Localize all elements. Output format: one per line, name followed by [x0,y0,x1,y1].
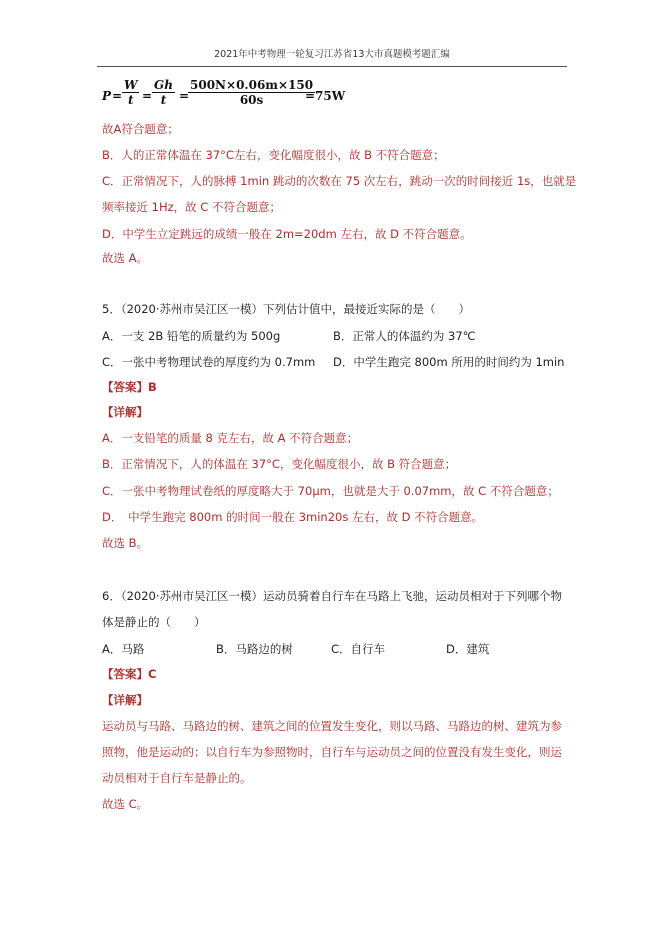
q4-explain-line: D．中学生立定跳远的成绩一般在 2m=20dm 左右，故 D 不符合题意。 [102,227,472,241]
q4-explain-line: C．正常情况下，人的脉搏 1min 跳动的次数在 75 次左右，跳动一次的时间接近 1s，也就是 [102,174,577,188]
q6-option-a: A．马路 [102,642,145,656]
q5-option-b: B．正常人的体温约为 37℃ [333,329,476,343]
q6-option-b: B．马路边的树 [216,642,293,656]
page-header: 2021年中考物理一轮复习江苏省13大市真题模考题汇编 [97,46,567,67]
q5-explain-line: B．正常情况下，人的体温在 37°C，变化幅度很小，故 B 符合题意； [102,457,457,471]
fraction-numerator: 500N×0.06m×150 [190,78,314,92]
fraction-numerator: W [124,78,138,92]
q6-detail-label: 【详解】 [102,693,148,707]
q6-explain-line: 照物，他是运动的；以自行车为参照物时，自行车与运动员之间的位置没有发生变化，则运 [102,745,562,759]
formula-p: P [102,89,112,103]
q6-stem-line: 6．（2020·苏州市吴江区一模）运动员骑着自行车在马路上飞驰，运动员相对于下列哪个物 [102,589,562,603]
q5-explain-line: A．一支铅笔的质量 8 克左右，故 A 不符合题意； [102,431,359,445]
q6-conclusion: 故选 C。 [102,797,149,811]
q5-option-c: C．一张中考物理试卷的厚度约为 0.7mm [102,355,316,369]
q4-conclusion: 故选 A。 [102,251,149,265]
fraction-w-over-t [122,78,139,107]
q4-explain-line: 故A符合题意； [102,122,179,136]
q5-explain-line: D． 中学生跑完 800m 的时间一般在 3min20s 左右，故 D 不符合题意。 [102,510,484,524]
power-formula [102,78,362,118]
fraction-denominator: t [127,93,134,107]
fraction-denominator: t [160,93,167,107]
q5-explain-line: C．一张中考物理试卷纸的厚度略大于 70μm，也就是大于 0.07mm，故 C 不符合题意； [102,484,559,498]
fraction-numerator: Gh [154,78,173,92]
q6-option-d: D．建筑 [446,642,490,656]
q5-answer: 【答案】B [102,380,157,394]
fraction-gh-over-t [152,78,175,107]
q4-explain-line: B．人的正常体温在 37°C左右，变化幅度很小，故 B 不符合题意； [102,148,445,162]
q5-option-d: D．中学生跑完 800m 所用的时间约为 1min [333,355,565,369]
q6-explain-line: 运动员与马路、马路边的树、建筑之间的位置发生变化，则以马路、马路边的树、建筑为参 [102,719,562,733]
fraction-numeric [188,78,315,107]
q6-option-c: C．自行车 [331,642,386,656]
q6-stem-line: 体是静止的（ ） [102,615,206,629]
q5-stem: 5．（2020·苏州市吴江区一模）下列估计值中，最接近实际的是（ ） [102,302,470,316]
formula-eq2: = [142,89,153,103]
formula-result: =75W [305,89,346,103]
q4-explain-line: 频率接近 1Hz，故 C 不符合题意； [102,200,281,214]
formula-eq3: = [179,89,190,103]
formula-eq1: = [112,89,123,103]
fraction-denominator: 60s [239,93,264,107]
q5-option-a: A．一支 2B 铅笔的质量约为 500g [102,329,281,343]
q6-answer: 【答案】C [102,667,157,681]
q5-conclusion: 故选 B。 [102,536,149,550]
q6-explain-line: 动员相对于自行车是静止的。 [102,771,252,785]
q5-detail-label: 【详解】 [102,405,148,419]
